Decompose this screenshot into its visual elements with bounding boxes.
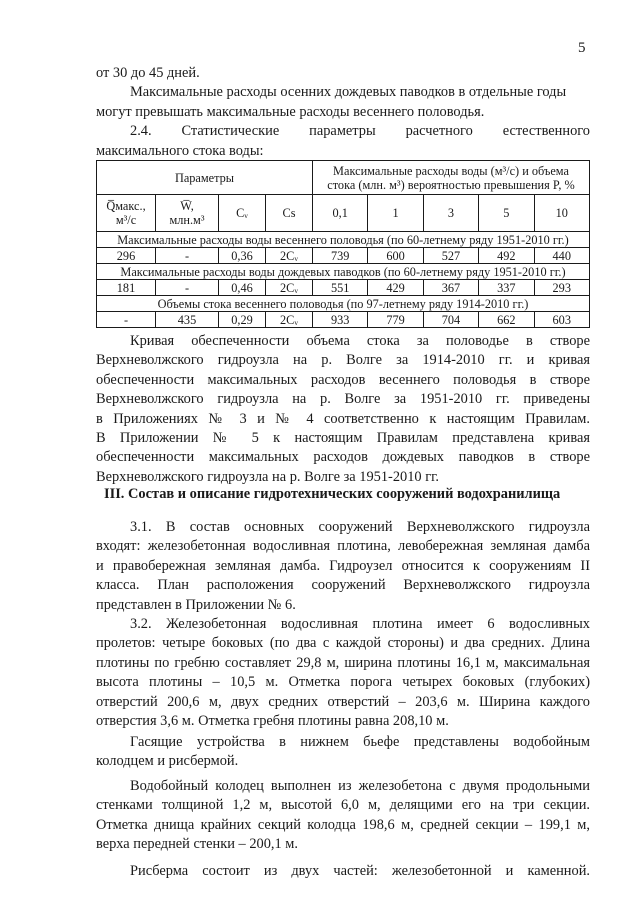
paragraph-3-2 <box>96 615 590 731</box>
table-cell: 2Cᵥ <box>266 280 313 296</box>
table-cell: 2Cᵥ <box>266 248 313 264</box>
col-cs-header: Cs <box>266 195 313 232</box>
paragraph-apron <box>96 862 590 881</box>
prob-col-header: 5 <box>479 195 534 232</box>
table-cell: - <box>97 312 156 328</box>
table-cell: 551 <box>313 280 368 296</box>
table-cell: 0,36 <box>219 248 266 264</box>
prob-col-header: 0,1 <box>313 195 368 232</box>
table-cell: 600 <box>368 248 423 264</box>
col-w-label: W̅, <box>180 199 194 213</box>
text-line: обеспеченности максимальных расходов весеннего половодья в створе <box>96 371 590 388</box>
table-cell: 704 <box>423 312 478 328</box>
table-cell: 739 <box>313 248 368 264</box>
table-cell: 603 <box>534 312 590 328</box>
col-q-unit: м³/с <box>115 213 137 227</box>
probability-header-line: стока (млн. м³) вероятностью превышения P, % <box>327 177 575 192</box>
table-cell: 181 <box>97 280 156 296</box>
text-line: стенками толщиной 1,2 м, высотой 6,0 м, делящими его на три секции. <box>96 797 590 814</box>
table-cell: 0,46 <box>219 280 266 296</box>
probability-header <box>313 161 590 195</box>
table-cell: 2Cᵥ <box>266 312 313 328</box>
table-cell: 662 <box>479 312 534 328</box>
text-line: плотины по гребню составляет 29,8 м, ширина плотины 16,1 м, максимальная <box>96 654 590 671</box>
text-line: входят: железобетонная водосливная плотина, левобережная земляная дамба <box>96 538 590 555</box>
prob-col-header: 10 <box>534 195 590 232</box>
text-line: верха передней стенки – 200,1 м. <box>96 836 299 853</box>
col-q-label: Q̅макс., <box>106 199 146 213</box>
text-line: Верхневолжского гидроузла на р. Волге за 1914-2010 гг. и кривая <box>96 352 590 369</box>
text-line: Гасящие устройства в нижнем бьефе представлены водобойным <box>130 734 590 750</box>
text-line: Рисберма состоит из двух частей: железобетонной и каменной. <box>130 863 590 879</box>
col-cv-header: Cᵥ <box>219 195 266 232</box>
curve-paragraph <box>96 332 590 487</box>
table-cell: 527 <box>423 248 478 264</box>
text-line: 2.4. Статистические параметры расчетного естественного <box>130 123 590 140</box>
table-cell: 337 <box>479 280 534 296</box>
paragraph-stilling-basin <box>96 777 590 855</box>
text-line: класса. План расположения сооружений Верхневолжского гидроузла <box>96 577 590 594</box>
table-cell: - <box>156 248 219 264</box>
prob-col-header: 1 <box>368 195 423 232</box>
table-cell: 296 <box>97 248 156 264</box>
probability-header-line: Максимальные расходы воды (м³/с) и объема <box>333 163 569 178</box>
text-line: 3.2. Железобетонная водосливная плотина имеет 6 водосливных <box>130 616 590 632</box>
text-line: 3.1. В состав основных сооружений Верхневолжского гидроузла <box>130 519 590 535</box>
table-cell: 933 <box>313 312 368 328</box>
text-line: от 30 до 45 дней. <box>96 65 200 81</box>
text-line: пролетов: четыре боковых (по два с каждой стороны) и два средних. Длина <box>96 635 590 652</box>
text-line: отверстия 3,6 м. Отметка гребня плотины равна 208,10 м. <box>96 713 449 730</box>
table-cell: 435 <box>156 312 219 328</box>
intro-text <box>96 64 590 161</box>
params-header: Параметры <box>97 161 313 195</box>
page-number: 5 <box>578 40 586 56</box>
text-line: Верхневолжского гидроузла на р. Волге за 1951-2010 гг. <box>96 468 439 485</box>
col-w-header <box>156 195 219 232</box>
section-heading: III. Состав и описание гидротехнических сооружений водохранилища <box>104 486 561 502</box>
section-title-row: Объемы стока весеннего половодья (по 97-летнему ряду 1914-2010 гг.) <box>97 296 590 312</box>
text-line: В Приложении № 5 к настоящим Правилам представлена кривая <box>96 430 590 447</box>
text-line: и правобережная земляная дамба. Гидроузел относится к сооружениям II <box>96 557 590 574</box>
text-line: могут превышать максимальные расходы весеннего половодья. <box>96 103 485 120</box>
table-cell: - <box>156 280 219 296</box>
text-line: обеспеченности максимальных расходов дождевых паводков в створе <box>96 449 590 466</box>
table-cell: 0,29 <box>219 312 266 328</box>
text-line: Кривая обеспеченности объема стока за половодье в створе <box>130 333 590 349</box>
section-title-row: Максимальные расходы воды весеннего половодья (по 60-летнему ряду 1951-2010 гг.) <box>97 232 590 248</box>
text-line: Водобойный колодец выполнен из железобетона с двумя продольными <box>130 778 590 794</box>
text-line: Отметка днища крайних секций колодца 198,6 м, средней секции – 199,1 м, <box>96 816 590 833</box>
section-title-row: Максимальные расходы воды дождевых паводков (по 60-летнему ряду 1951-2010 гг.) <box>97 264 590 280</box>
text-line: максимального стока воды: <box>96 142 264 159</box>
table-cell: 367 <box>423 280 478 296</box>
table-cell: 440 <box>534 248 590 264</box>
text-line: Максимальные расходы осенних дождевых паводков в отдельные годы <box>130 84 567 101</box>
text-line: Верхневолжского гидроузла на р. Волге за 1951-2010 гг. приведены <box>96 391 590 408</box>
table-cell: 779 <box>368 312 423 328</box>
table-cell: 492 <box>479 248 534 264</box>
col-q-header <box>97 195 156 232</box>
table-cell: 293 <box>534 280 590 296</box>
text-line: колодцем и рисбермой. <box>96 753 239 770</box>
prob-col-header: 3 <box>423 195 478 232</box>
paragraph-damping <box>96 733 590 772</box>
text-line: в Приложениях № 3 и № 4 соответственно к настоящим Правилам. <box>96 410 590 427</box>
text-line: высота плотины – 10,5 м. Отметка порога четырех боковых (глубоких) <box>96 674 590 691</box>
table-cell: 429 <box>368 280 423 296</box>
text-line: представлен в Приложении № 6. <box>96 596 296 613</box>
text-line: отверстий 200,6 м, двух средних отверстий – 203,6 м. Ширина каждого <box>96 693 590 710</box>
paragraph-3-1 <box>96 518 590 615</box>
col-w-unit: млн.м³ <box>169 213 205 227</box>
statistics-table <box>96 160 590 328</box>
